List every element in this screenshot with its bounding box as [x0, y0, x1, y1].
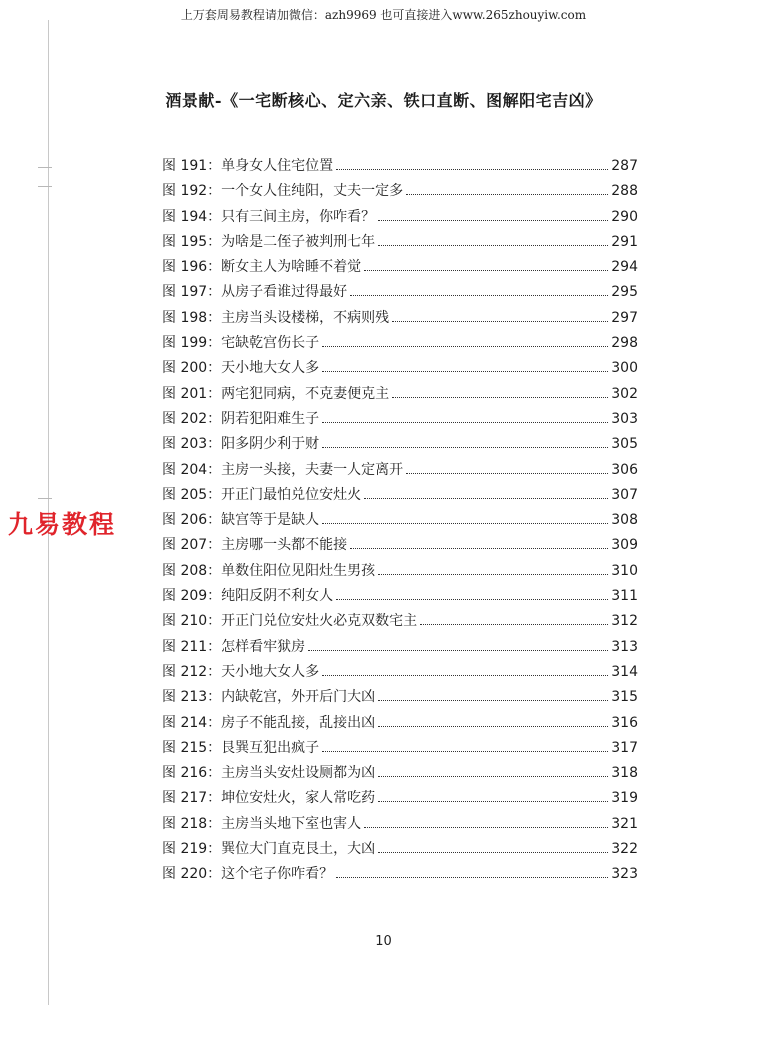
entry-separator: ：: [207, 309, 222, 326]
figure-number: 图 201: [162, 385, 208, 402]
entry-title: 为啥是二侄子被判刑七年: [221, 233, 376, 250]
entry-separator: ：: [207, 663, 222, 680]
entry-title: 主房当头安灶设厕都为凶: [221, 765, 376, 782]
dot-leader: [322, 675, 608, 676]
dot-leader: [406, 473, 608, 474]
toc-entry: [162, 737, 638, 762]
dot-leader: [322, 422, 608, 423]
toc-entry: [162, 383, 638, 408]
toc-entry: [162, 712, 638, 737]
dot-leader: [364, 827, 608, 828]
dot-leader: [406, 194, 608, 195]
toc-entry: [162, 231, 638, 256]
toc-entry: [162, 686, 638, 711]
entry-title: 一个女人住纯阳，丈夫一定多: [221, 183, 404, 200]
toc-entry: [162, 155, 638, 180]
entry-title: 阳多阴少利于财: [221, 436, 320, 453]
entry-title: 巽位大门直克艮土，大凶: [221, 841, 376, 858]
entry-page-number: 288: [611, 183, 638, 200]
toc-entry: [162, 433, 638, 458]
entry-separator: ：: [207, 259, 222, 276]
dot-leader: [378, 726, 608, 727]
figure-number: 图 219: [162, 841, 208, 858]
entry-page-number: 307: [611, 486, 638, 503]
figure-number: 图 211: [162, 638, 208, 655]
entry-page-number: 290: [611, 208, 638, 225]
figure-number: 图 217: [162, 790, 208, 807]
entry-title: 单身女人住宅位置: [221, 158, 334, 174]
entry-page-number: 309: [611, 537, 638, 554]
figure-number: 图 203: [162, 436, 208, 453]
margin-tick: [38, 498, 52, 499]
toc-entry: [162, 180, 638, 205]
entry-page-number: 310: [611, 562, 638, 579]
dot-leader: [322, 371, 608, 372]
toc-entry: [162, 206, 638, 231]
dot-leader: [378, 245, 608, 246]
entry-page-number: 300: [611, 360, 638, 377]
dot-leader: [378, 700, 608, 701]
entry-separator: ：: [207, 335, 222, 352]
figure-number: 图 212: [162, 663, 208, 680]
entry-page-number: 316: [611, 714, 638, 731]
entry-separator: ：: [207, 714, 222, 731]
toc-entry: [162, 307, 638, 332]
entry-title: 宅缺乾宫伤长子: [221, 335, 320, 352]
entry-page-number: 294: [611, 259, 638, 276]
dot-leader: [392, 397, 608, 398]
document-title: 酒景献-《一宅断核心、定六亲、铁口直断、图解阳宅吉凶》: [165, 91, 602, 110]
entry-separator: ：: [207, 739, 222, 756]
toc-entry: [162, 484, 638, 509]
entry-title: 缺宫等于是缺人: [221, 512, 320, 529]
entry-title: 从房子看谁过得最好: [221, 284, 348, 301]
entry-title: 内缺乾宫，外开后门大凶: [221, 689, 376, 706]
entry-title: 主房当头地下室也害人: [221, 815, 362, 832]
entry-page-number: 315: [611, 689, 638, 706]
dot-leader: [420, 624, 608, 625]
entry-title: 两宅犯同病，不克妻便克主: [221, 385, 390, 402]
entry-page-number: 298: [611, 335, 638, 352]
entry-page-number: 308: [611, 512, 638, 529]
entry-title: 开正门兑位安灶火必克双数宅主: [221, 613, 418, 630]
entry-separator: ：: [207, 360, 222, 377]
figure-number: 图 215: [162, 739, 208, 756]
dot-leader: [378, 574, 608, 575]
figure-number: 图 196: [162, 259, 208, 276]
figure-number: 图 198: [162, 309, 208, 326]
entry-title: 主房哪一头都不能接: [221, 537, 348, 554]
entry-separator: ：: [207, 486, 222, 503]
figure-number: 图 210: [162, 613, 208, 630]
dot-leader: [378, 852, 608, 853]
entry-separator: ：: [207, 613, 222, 630]
entry-page-number: 295: [611, 284, 638, 301]
header-note: 上万套周易教程请加微信：azh9969 也可直接进入www.265zhouyiw.com: [180, 8, 587, 22]
entry-separator: ：: [207, 461, 222, 478]
entry-title: 坤位安灶火，家人常吃药: [221, 790, 376, 807]
entry-separator: ：: [207, 638, 222, 655]
entry-page-number: 314: [611, 663, 638, 680]
figure-number: 图 197: [162, 284, 208, 301]
entry-page-number: 291: [611, 233, 638, 250]
entry-separator: ：: [207, 815, 222, 832]
entry-page-number: 303: [611, 410, 638, 427]
entry-separator: ：: [207, 689, 222, 706]
entry-separator: ：: [207, 208, 222, 225]
toc-entry: [162, 863, 638, 888]
entry-page-number: 313: [611, 638, 638, 655]
toc-entry: [162, 408, 638, 433]
entry-separator: ：: [207, 385, 222, 402]
entry-separator: ：: [207, 233, 222, 250]
toc-entry: [162, 813, 638, 838]
entry-title: 断女主人为啥睡不着觉: [221, 259, 362, 276]
toc-entry: [162, 661, 638, 686]
entry-separator: ：: [207, 284, 222, 301]
figure-number: 图 220: [162, 866, 208, 883]
entry-separator: ：: [207, 410, 222, 427]
table-of-contents: [162, 155, 638, 889]
entry-page-number: 306: [611, 461, 638, 478]
toc-entry: [162, 332, 638, 357]
toc-entry: [162, 534, 638, 559]
entry-separator: ：: [207, 562, 222, 579]
toc-entry: [162, 281, 638, 306]
toc-entry: [162, 636, 638, 661]
figure-number: 图 191: [162, 158, 208, 174]
dot-leader: [378, 801, 608, 802]
margin-tick: [38, 167, 52, 168]
entry-page-number: 305: [611, 436, 638, 453]
figure-number: 图 202: [162, 410, 208, 427]
figure-number: 图 194: [162, 208, 208, 225]
figure-number: 图 208: [162, 562, 208, 579]
entry-page-number: 302: [611, 385, 638, 402]
entry-title: 纯阳反阴不利女人: [221, 588, 334, 605]
toc-entry: [162, 762, 638, 787]
entry-title: 单数住阳位见阳灶生男孩: [221, 562, 376, 579]
margin-tick: [38, 186, 52, 187]
entry-separator: ：: [207, 841, 222, 858]
dot-leader: [364, 270, 608, 271]
figure-number: 图 214: [162, 714, 208, 731]
toc-entry: [162, 585, 638, 610]
entry-separator: ：: [207, 866, 222, 883]
dot-leader: [322, 346, 608, 347]
toc-entry: [162, 610, 638, 635]
figure-number: 图 195: [162, 233, 208, 250]
entry-page-number: 323: [611, 866, 638, 883]
entry-title: 怎样看牢狱房: [221, 638, 306, 655]
dot-leader: [336, 599, 608, 600]
entry-title: 艮巽互犯出疯子: [221, 739, 320, 756]
toc-entry: [162, 838, 638, 863]
toc-entry: [162, 459, 638, 484]
dot-leader: [336, 169, 608, 170]
figure-number: 图 206: [162, 512, 208, 529]
entry-page-number: 287: [611, 158, 638, 174]
dot-leader: [392, 321, 608, 322]
dot-leader: [336, 877, 608, 878]
toc-entry: [162, 509, 638, 534]
toc-entry: [162, 787, 638, 812]
dot-leader: [308, 650, 608, 651]
watermark: 九易教程: [8, 510, 117, 539]
dot-leader: [350, 295, 608, 296]
entry-page-number: 322: [611, 841, 638, 858]
entry-page-number: 318: [611, 765, 638, 782]
entry-page-number: 297: [611, 309, 638, 326]
dot-leader: [322, 523, 608, 524]
dot-leader: [364, 498, 608, 499]
entry-separator: ：: [207, 790, 222, 807]
figure-number: 图 204: [162, 461, 208, 478]
entry-title: 房子不能乱接，乱接出凶: [221, 714, 376, 731]
entry-separator: ：: [207, 512, 222, 529]
figure-number: 图 209: [162, 588, 208, 605]
toc-entry: [162, 357, 638, 382]
dot-leader: [350, 548, 608, 549]
entry-page-number: 317: [611, 739, 638, 756]
entry-separator: ：: [207, 765, 222, 782]
entry-page-number: 319: [611, 790, 638, 807]
entry-page-number: 311: [611, 588, 638, 605]
entry-separator: ：: [207, 537, 222, 554]
entry-title: 阴若犯阳难生子: [221, 410, 320, 427]
page-number: 10: [375, 934, 392, 949]
entry-title: 天小地大女人多: [221, 663, 320, 680]
figure-number: 图 216: [162, 765, 208, 782]
figure-number: 图 213: [162, 689, 208, 706]
dot-leader: [322, 751, 608, 752]
figure-number: 图 207: [162, 537, 208, 554]
entry-separator: ：: [207, 436, 222, 453]
entry-page-number: 321: [611, 815, 638, 832]
figure-number: 图 200: [162, 360, 208, 377]
entry-separator: ：: [207, 183, 222, 200]
entry-title: 主房一头接，夫妻一人定离开: [221, 461, 404, 478]
figure-number: 图 218: [162, 815, 208, 832]
toc-entry: [162, 560, 638, 585]
entry-title: 开正门最怕兑位安灶火: [221, 486, 362, 503]
entry-title: 这个宅子你咋看？: [221, 866, 334, 883]
entry-page-number: 312: [611, 613, 638, 630]
dot-leader: [378, 220, 608, 221]
entry-separator: ：: [207, 588, 222, 605]
entry-separator: ：: [207, 158, 222, 174]
figure-number: 图 192: [162, 183, 208, 200]
entry-title: 主房当头设楼梯，不病则残: [221, 309, 390, 326]
toc-entry: [162, 256, 638, 281]
figure-number: 图 205: [162, 486, 208, 503]
entry-title: 天小地大女人多: [221, 360, 320, 377]
dot-leader: [378, 776, 608, 777]
entry-title: 只有三间主房，你咋看？: [221, 208, 376, 225]
figure-number: 图 199: [162, 335, 208, 352]
dot-leader: [322, 447, 608, 448]
